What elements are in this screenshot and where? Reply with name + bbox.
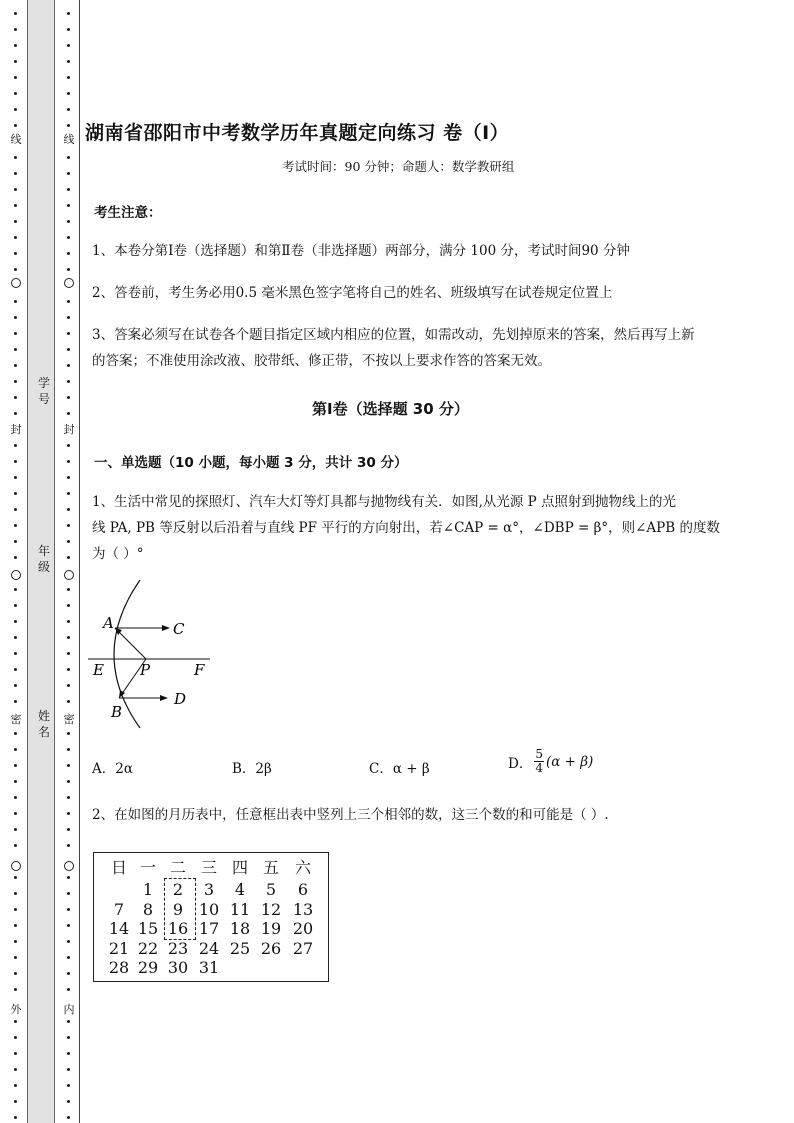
dot bbox=[14, 1068, 17, 1071]
dot bbox=[67, 268, 70, 271]
dot bbox=[67, 1068, 70, 1071]
dot bbox=[14, 460, 17, 463]
dot bbox=[14, 684, 17, 687]
dot bbox=[67, 92, 70, 95]
dot bbox=[14, 892, 17, 895]
label-C: C bbox=[173, 620, 185, 638]
dot bbox=[14, 508, 17, 511]
q1-line-3: 为（ ）° bbox=[92, 546, 144, 562]
section-title: 第Ⅰ卷（选择题 30 分） bbox=[312, 400, 469, 418]
dot bbox=[67, 444, 70, 447]
dot bbox=[14, 588, 17, 591]
q1-line-2: 线 PA, PB 等反射以后沿着与直线 PF 平行的方向射出，若∠CAP = α°，∠DBP = β°，则∠APB 的度数 bbox=[92, 520, 720, 536]
dot bbox=[67, 700, 70, 703]
dot bbox=[14, 620, 17, 623]
dot bbox=[14, 828, 17, 831]
notice-item-3: 3、答案必须写在试卷各个题目指定区域内相应的位置，如需改动，先划掉原来的答案，然后再写上新 bbox=[92, 327, 695, 343]
dot bbox=[67, 1084, 70, 1087]
q2-text: 2、在如图的月历表中，任意框出表中竖列上三个相邻的数，这三个数的和可能是（ ）. bbox=[92, 807, 609, 823]
dot bbox=[14, 988, 17, 991]
dot bbox=[67, 1020, 70, 1023]
calendar-day-cell: 27 bbox=[292, 938, 314, 958]
q1-line-1: 1、生活中常见的探照灯、汽车大灯等灯具都与抛物线有关．如图,从光源 P 点照射到抛物线上的光 bbox=[92, 494, 677, 510]
arrow-head-C bbox=[162, 625, 170, 631]
dot bbox=[14, 652, 17, 655]
circle-icon bbox=[64, 861, 74, 871]
dot bbox=[14, 12, 17, 15]
dot bbox=[67, 348, 70, 351]
dot bbox=[14, 1052, 17, 1055]
calendar-header-cell: 二 bbox=[169, 858, 186, 877]
dot bbox=[14, 364, 17, 367]
field-name-label: 姓名 bbox=[37, 709, 50, 739]
calendar-header-cell: 四 bbox=[231, 858, 248, 877]
dot bbox=[67, 620, 70, 623]
dot bbox=[67, 1052, 70, 1055]
q1-option-d-label: D． bbox=[508, 755, 533, 772]
calendar-day-cell: 11 bbox=[229, 899, 251, 919]
calendar-day-cell: 26 bbox=[260, 938, 282, 958]
page-subtitle: 考试时间：90 分钟；命题人：数学教研组 bbox=[282, 159, 515, 174]
dot bbox=[14, 540, 17, 543]
calendar-day-cell: 29 bbox=[137, 958, 159, 977]
calendar-selection-box bbox=[164, 878, 196, 940]
dot bbox=[14, 28, 17, 31]
field-grade-label: 年级 bbox=[37, 544, 50, 574]
calendar-day-cell: 12 bbox=[260, 899, 282, 919]
dot bbox=[67, 636, 70, 639]
dot bbox=[67, 108, 70, 111]
dot bbox=[67, 332, 70, 335]
dot bbox=[14, 396, 17, 399]
calendar-day-cell: 24 bbox=[198, 938, 220, 958]
page-title: 湖南省邵阳市中考数学历年真题定向练习 卷（Ⅰ） bbox=[85, 122, 510, 144]
dot bbox=[67, 188, 70, 191]
dot bbox=[67, 220, 70, 223]
parabola-figure bbox=[88, 580, 218, 730]
dot bbox=[67, 172, 70, 175]
dot bbox=[67, 508, 70, 511]
dot bbox=[14, 1100, 17, 1103]
field-student-id bbox=[37, 375, 51, 407]
dot bbox=[67, 44, 70, 47]
dot bbox=[67, 524, 70, 527]
dot bbox=[14, 764, 17, 767]
field-student-id-label: 学号 bbox=[37, 376, 50, 406]
dot bbox=[14, 268, 17, 271]
dot bbox=[67, 1036, 70, 1039]
dot bbox=[67, 156, 70, 159]
dot bbox=[14, 636, 17, 639]
calendar-day-cell: 1 bbox=[142, 880, 154, 899]
dot bbox=[14, 252, 17, 255]
dot bbox=[14, 732, 17, 735]
calendar-day-cell: 6 bbox=[297, 880, 309, 899]
field-grade bbox=[37, 543, 51, 575]
dot bbox=[14, 524, 17, 527]
calendar-day-cell: 8 bbox=[142, 899, 154, 919]
notice-item-2: 2、答卷前，考生务必用0.5 毫米黑色签字笔将自己的姓名、班级填写在试卷规定位置上 bbox=[92, 285, 613, 301]
dot bbox=[67, 204, 70, 207]
calendar-day-cell: 16 bbox=[167, 919, 189, 938]
dot bbox=[67, 876, 70, 879]
dot bbox=[14, 380, 17, 383]
calendar-day-cell: 21 bbox=[108, 938, 130, 958]
label-B: B bbox=[111, 703, 123, 721]
circle-icon bbox=[11, 570, 21, 580]
dot bbox=[14, 1116, 17, 1119]
calendar-header-cell: 六 bbox=[294, 858, 311, 877]
arrow-head-D bbox=[160, 695, 168, 701]
calendar-day-cell: 28 bbox=[108, 958, 130, 977]
circle-icon bbox=[64, 278, 74, 288]
dot bbox=[14, 124, 17, 127]
circle-icon bbox=[11, 861, 21, 871]
calendar-day-cell: 3 bbox=[203, 880, 215, 899]
q1-option-c[interactable]: C．α + β bbox=[369, 761, 430, 777]
calendar-day-cell: 18 bbox=[229, 919, 251, 938]
binding-mark: 线 bbox=[10, 133, 22, 146]
dot bbox=[67, 908, 70, 911]
dot bbox=[14, 1020, 17, 1023]
dot bbox=[14, 492, 17, 495]
dot bbox=[14, 188, 17, 191]
part-title: 一、单选题（10 小题，每小题 3 分，共计 30 分） bbox=[94, 455, 408, 471]
dot bbox=[14, 44, 17, 47]
dot bbox=[67, 812, 70, 815]
calendar-day-cell: 19 bbox=[260, 919, 282, 938]
calendar-header-cell: 日 bbox=[110, 858, 127, 877]
q1-option-d[interactable] bbox=[508, 748, 593, 775]
calendar-day-cell: 5 bbox=[265, 880, 277, 899]
dot bbox=[14, 940, 17, 943]
dot bbox=[67, 924, 70, 927]
dot bbox=[67, 460, 70, 463]
calendar-day-cell: 14 bbox=[108, 919, 130, 938]
calendar-day-cell: 31 bbox=[198, 958, 220, 977]
dot bbox=[67, 1100, 70, 1103]
circle-icon bbox=[11, 278, 21, 288]
dot bbox=[67, 252, 70, 255]
calendar-day-cell: 10 bbox=[198, 899, 220, 919]
dot bbox=[67, 76, 70, 79]
label-A: A bbox=[103, 614, 114, 632]
calendar-day-cell: 25 bbox=[229, 938, 251, 958]
dot bbox=[14, 60, 17, 63]
dot bbox=[14, 156, 17, 159]
calendar-table bbox=[93, 852, 329, 982]
dot bbox=[14, 780, 17, 783]
dot bbox=[67, 412, 70, 415]
dot bbox=[14, 204, 17, 207]
label-D: D bbox=[174, 690, 187, 708]
dot bbox=[14, 700, 17, 703]
dot bbox=[67, 844, 70, 847]
dot bbox=[14, 972, 17, 975]
binding-mark: 外 bbox=[10, 1003, 22, 1016]
q1-option-d-rest: (α + β) bbox=[545, 753, 594, 770]
dot bbox=[67, 300, 70, 303]
q1-option-d-fraction bbox=[534, 748, 544, 775]
calendar-day-cell: 22 bbox=[137, 938, 159, 958]
dot bbox=[14, 236, 17, 239]
dot bbox=[67, 60, 70, 63]
dot bbox=[67, 556, 70, 559]
dot bbox=[67, 28, 70, 31]
inner-dotted-line bbox=[63, 0, 75, 1123]
dot bbox=[67, 396, 70, 399]
dot bbox=[14, 300, 17, 303]
dot bbox=[14, 220, 17, 223]
dot bbox=[67, 796, 70, 799]
label-P: P bbox=[140, 661, 151, 679]
dot bbox=[14, 876, 17, 879]
dot bbox=[67, 956, 70, 959]
dot bbox=[67, 684, 70, 687]
dot bbox=[67, 780, 70, 783]
calendar-day-cell: 20 bbox=[292, 919, 314, 938]
dot bbox=[67, 668, 70, 671]
dot bbox=[14, 748, 17, 751]
dot bbox=[67, 380, 70, 383]
calendar-day-cell: 30 bbox=[167, 958, 189, 977]
dot bbox=[67, 988, 70, 991]
binding-margin bbox=[0, 0, 82, 1123]
q1-option-a[interactable]: A．2α bbox=[92, 761, 133, 777]
binding-mark: 封 bbox=[10, 423, 22, 436]
calendar-header-cell: 一 bbox=[139, 858, 156, 877]
calendar-day-cell: 23 bbox=[167, 938, 189, 958]
dot bbox=[67, 940, 70, 943]
dot bbox=[67, 604, 70, 607]
dot bbox=[67, 364, 70, 367]
circle-icon bbox=[64, 570, 74, 580]
dot bbox=[67, 588, 70, 591]
dot bbox=[14, 908, 17, 911]
dot bbox=[14, 556, 17, 559]
calendar-day-cell: 17 bbox=[198, 919, 220, 938]
field-name bbox=[37, 708, 51, 740]
label-F: F bbox=[194, 661, 205, 679]
dot bbox=[67, 124, 70, 127]
dot bbox=[14, 1084, 17, 1087]
calendar-day-cell: 7 bbox=[113, 899, 125, 919]
dot bbox=[67, 652, 70, 655]
dot bbox=[14, 668, 17, 671]
dot bbox=[14, 348, 17, 351]
dot bbox=[67, 764, 70, 767]
dot bbox=[67, 540, 70, 543]
margin-border-line bbox=[79, 0, 80, 1123]
dot bbox=[67, 828, 70, 831]
dot bbox=[14, 332, 17, 335]
notice-heading: 考生注意： bbox=[94, 205, 162, 221]
dot bbox=[67, 732, 70, 735]
dot bbox=[67, 972, 70, 975]
binding-mark: 封 bbox=[63, 423, 75, 436]
dot bbox=[14, 172, 17, 175]
dot bbox=[14, 92, 17, 95]
left-dotted-line bbox=[10, 0, 22, 1123]
dot bbox=[67, 748, 70, 751]
dot bbox=[14, 412, 17, 415]
dot bbox=[67, 492, 70, 495]
dot bbox=[67, 476, 70, 479]
calendar-day-cell: 15 bbox=[137, 919, 159, 938]
dot bbox=[14, 476, 17, 479]
binding-mark: 内 bbox=[63, 1003, 75, 1016]
dot bbox=[14, 108, 17, 111]
dot bbox=[14, 796, 17, 799]
label-E: E bbox=[93, 661, 104, 679]
dot bbox=[14, 812, 17, 815]
dot bbox=[67, 892, 70, 895]
dot bbox=[14, 444, 17, 447]
dot bbox=[67, 316, 70, 319]
calendar-header-cell: 三 bbox=[200, 858, 217, 877]
calendar-day-cell: 13 bbox=[292, 899, 314, 919]
calendar-day-cell: 2 bbox=[172, 880, 184, 899]
notice-item-1: 1、本卷分第Ⅰ卷（选择题）和第Ⅱ卷（非选择题）两部分，满分 100 分，考试时间90 分钟 bbox=[92, 243, 630, 259]
notice-item-3-cont: 的答案；不准使用涂改液、胶带纸、修正带，不按以上要求作答的答案无效。 bbox=[92, 353, 551, 369]
fraction-denominator: 4 bbox=[535, 761, 543, 775]
dot bbox=[14, 956, 17, 959]
calendar-day-cell: 4 bbox=[234, 880, 246, 899]
dot bbox=[14, 604, 17, 607]
fraction-numerator: 5 bbox=[535, 747, 543, 761]
dot bbox=[67, 236, 70, 239]
calendar-header-cell: 五 bbox=[262, 858, 279, 877]
dot bbox=[14, 924, 17, 927]
dot bbox=[67, 12, 70, 15]
q1-option-b[interactable]: B．2β bbox=[232, 761, 272, 777]
binding-mark: 密 bbox=[63, 713, 75, 726]
binding-mark: 线 bbox=[63, 133, 75, 146]
dot bbox=[14, 1036, 17, 1039]
dot bbox=[67, 1116, 70, 1119]
dot bbox=[14, 844, 17, 847]
calendar-day-cell: 9 bbox=[172, 899, 184, 919]
dot bbox=[14, 316, 17, 319]
binding-mark: 密 bbox=[10, 713, 22, 726]
dot bbox=[14, 76, 17, 79]
